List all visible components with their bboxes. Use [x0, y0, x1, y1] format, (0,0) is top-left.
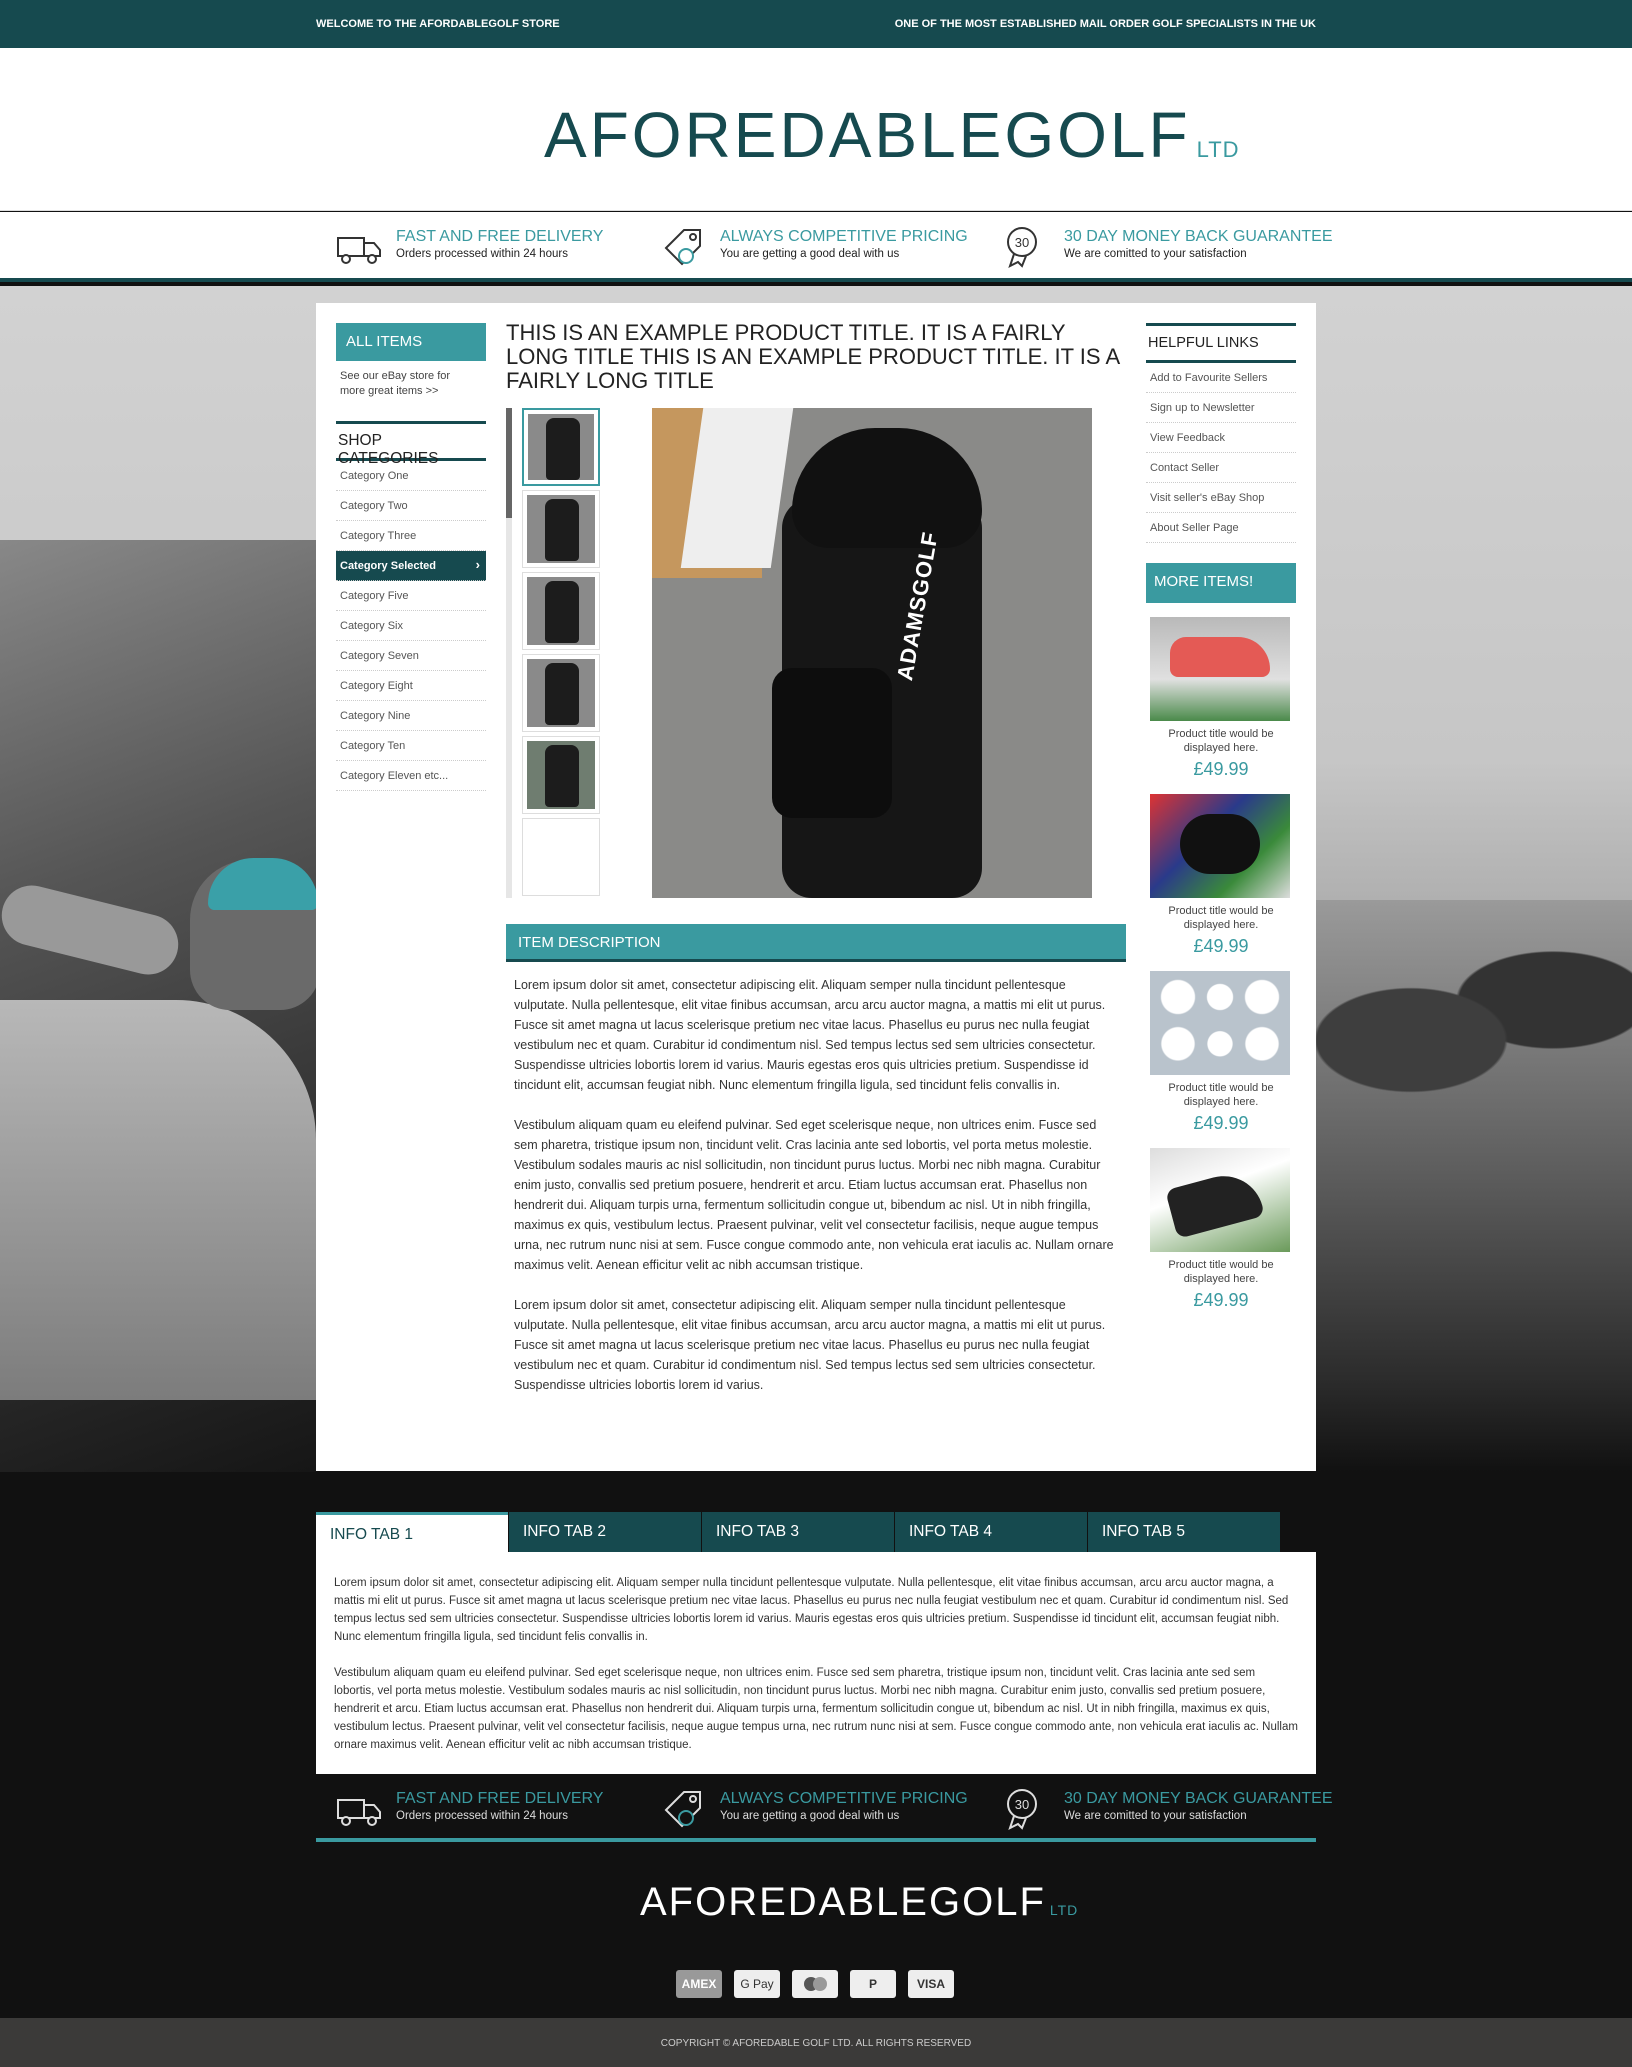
usp-guarantee	[1004, 226, 1333, 270]
tab-info-1[interactable]: INFO TAB 1	[316, 1512, 508, 1552]
guarantee-badge-icon	[1004, 1788, 1054, 1830]
bag-thumbnail-image	[546, 418, 580, 480]
bag-thumbnail-image	[545, 663, 579, 725]
all-items-link[interactable]: See our eBay store for more great items >>	[340, 370, 451, 397]
site-logo[interactable]	[544, 98, 1240, 178]
usp-text: Orders processed within 24 hours	[396, 1810, 568, 1822]
golf-bag-pocket-image	[772, 668, 892, 818]
product-thumbnail-image	[1150, 794, 1290, 898]
thumbnail-3[interactable]	[522, 572, 600, 650]
usp-pricing	[660, 1788, 968, 1832]
product-price: £49.99	[1193, 1113, 1249, 1133]
tab-info-5[interactable]: INFO TAB 5	[1088, 1512, 1280, 1552]
logo-sub-text: LTD	[1049, 1902, 1079, 1918]
delivery-truck-icon	[336, 226, 386, 268]
category-item[interactable]: Category Five	[336, 581, 486, 611]
category-item[interactable]: Category Seven	[336, 641, 486, 671]
guarantee-badge-icon	[1004, 226, 1054, 268]
more-item-card[interactable]	[1146, 794, 1296, 957]
helpful-links-title: HELPFUL LINKS	[1146, 323, 1296, 363]
top-bar	[0, 0, 1632, 48]
product-price: £49.99	[1193, 1290, 1249, 1310]
product-caption: Product title would be displayed here.	[1168, 728, 1274, 754]
helpful-link[interactable]: Sign up to Newsletter	[1146, 393, 1296, 423]
product-price: £49.99	[1193, 759, 1249, 779]
usp-title: FAST AND FREE DELIVERY	[396, 228, 604, 245]
trees-image	[1316, 920, 1632, 1120]
usp-title: 30 DAY MONEY BACK GUARANTEE	[1064, 228, 1333, 245]
google-pay-icon: G Pay	[734, 1970, 780, 1998]
more-item-card[interactable]	[1146, 617, 1296, 780]
tab-panel	[316, 1552, 1316, 1774]
category-item[interactable]: Category Ten	[336, 731, 486, 761]
scrollbar-thumb[interactable]	[506, 408, 512, 518]
guarantee-badge-number: 30	[1014, 1797, 1030, 1812]
usp-title: ALWAYS COMPETITIVE PRICING	[720, 228, 968, 245]
logo-main-text: AFOREDABLEGOLF	[640, 1880, 1046, 1924]
logo-main-text: AFOREDABLEGOLF	[544, 99, 1191, 171]
headcover-image	[1180, 814, 1260, 874]
category-selected-label: Category Selected	[340, 560, 436, 572]
product-caption: Product title would be displayed here.	[1168, 1082, 1274, 1108]
usp-delivery	[336, 1788, 604, 1832]
welcome-text: WELCOME TO THE AFORDABLEGOLF STORE	[316, 18, 560, 30]
amex-icon: AMEX	[676, 1970, 722, 1998]
more-items-title: MORE ITEMS!	[1146, 563, 1296, 603]
usp-text: Orders processed within 24 hours	[396, 248, 568, 260]
more-item-card[interactable]	[1146, 1148, 1296, 1311]
helpful-link[interactable]: Contact Seller	[1146, 453, 1296, 483]
product-thumbnail-image	[1150, 1148, 1290, 1252]
description-paragraph: Lorem ipsum dolor sit amet, consectetur adipiscing elit. Aliquam semper nulla tincidunt pellentesque vulputate. Nulla pellentesque, elit vitae finibus accumsan, arcu arcu auctor magna, a mattis mi elit ut purus. Fusce sit amet magna ut lacus scelerisque pretium nec vitae lacus. Phasellus eu purus nec nulla feugiat vestibulum nec et quam. Curabitur id condimentum nisl. Sed tempus lectus sed sem ultricies consectetur. Suspendisse ultricies lobortis lorem id varius.	[514, 1298, 1106, 1392]
description-paragraph: Lorem ipsum dolor sit amet, consectetur adipiscing elit. Aliquam semper nulla tincidunt pellentesque vulputate. Nulla pellentesque, elit vitae finibus accumsan, arcu arcu auctor magna, a mattis mi elit ut purus. Fusce sit amet magna ut lacus scelerisque pretium nec vitae lacus. Phasellus eu purus nec nulla feugiat vestibulum nec et quam. Curabitur id condimentum nisl. Sed tempus lectus sed sem ultricies consectetur. Suspendisse ultricies lobortis lorem id varius. Mauris egestas eros quis ultricies pretium. Suspendisse id tincidunt elit, accumsan feugiat nibh. Nunc elementum fringilla ligula, sed tincidunt felis convallis in.	[514, 978, 1106, 1092]
left-sidebar	[336, 323, 486, 791]
category-item[interactable]: Category Eleven etc...	[336, 761, 486, 791]
tab-info-4[interactable]: INFO TAB 4	[895, 1512, 1087, 1552]
main-content	[316, 303, 1316, 1471]
golf-bag-top-image	[792, 428, 982, 548]
logo-sub-text: LTD	[1196, 137, 1240, 162]
more-item-card[interactable]	[1146, 971, 1296, 1134]
price-tag-icon	[660, 226, 710, 268]
category-item[interactable]: Category Three	[336, 521, 486, 551]
usp-text: You are getting a good deal with us	[720, 248, 900, 260]
product-title: THIS IS AN EXAMPLE PRODUCT TITLE. IT IS A FAIRLY LONG TITLE THIS IS AN EXAMPLE PRODUCT TITLE. IT IS A FAIRLY LONG TITLE	[506, 320, 1119, 393]
golf-balls-image	[1150, 971, 1290, 1075]
item-description-heading: ITEM DESCRIPTION	[506, 924, 1126, 962]
thumbnail-1[interactable]	[522, 408, 600, 486]
usp-delivery	[336, 226, 604, 270]
category-list	[336, 461, 486, 791]
main-product-image[interactable]	[652, 408, 1092, 898]
tab-paragraph: Vestibulum aliquam quam eu eleifend pulvinar. Sed eget scelerisque neque, non ultrices enim. Fusce sed sem pharetra, tristique ipsum non, tincidunt velit. Cras lacinia ante sed sem lobortis, vel porta metus molestie. Vestibulum sodales mauris ac nisl sollicitudin, non tincidunt purus luctus. Morbi nec nibh magna. Curabitur enim justo, convallis sed pretium posuere, hendrerit et arcu. Etiam luctus accumsan erat. Phasellus non hendrerit dui. Aliquam turpis urna, fermentum sollicitudin congue ut, bibendum ac nisl. Ut in nibh fringilla, maximus ex quis, vestibulum lectus. Praesent pulvinar, velit vel consectetur facilisis, neque augue tempus urna, nec rutrum nunc nisi at sem. Fusce congue commodo ante, non vehicula erat iaculis ac. Nullam ornare maximus velit. Aenean efficitur velit ac nibh accumsan tristique.	[334, 1667, 1298, 1751]
shoe-image	[1170, 637, 1270, 677]
site-header	[0, 48, 1632, 211]
product-thumbnail-image	[1150, 617, 1290, 721]
usp-band	[0, 212, 1632, 282]
thumbnail-scrollbar[interactable]	[506, 408, 512, 898]
product-caption: Product title would be displayed here.	[1168, 1259, 1274, 1285]
paypal-icon: P	[850, 1970, 896, 1998]
bag-thumbnail-image	[545, 499, 579, 561]
shop-categories-title: SHOP CATEGORIES	[336, 421, 486, 461]
category-item[interactable]: Category Nine	[336, 701, 486, 731]
all-items-button[interactable]: ALL ITEMS	[336, 323, 486, 361]
guarantee-badge-number: 30	[1014, 235, 1030, 250]
helpful-link[interactable]: Visit seller's eBay Shop	[1146, 483, 1296, 513]
thumbnail-4[interactable]	[522, 654, 600, 732]
usp-text: You are getting a good deal with us	[720, 1810, 900, 1822]
usp-title: 30 DAY MONEY BACK GUARANTEE	[1064, 1790, 1333, 1807]
category-item[interactable]: Category Eight	[336, 671, 486, 701]
delivery-truck-icon	[336, 1788, 386, 1830]
copyright-bar: COPYRIGHT © AFOREDABLE GOLF LTD. ALL RIGHTS RESERVED	[0, 2018, 1632, 2067]
category-item[interactable]: Category One	[336, 461, 486, 491]
thumbnail-2[interactable]	[522, 490, 600, 568]
description-paragraph: Vestibulum aliquam quam eu eleifend pulvinar. Sed eget scelerisque neque, non ultrices enim. Fusce sed sem pharetra, tristique ipsum non, tincidunt velit. Cras lacinia ante sed lobortis, vel porta metus molestie. Vestibulum sodales mauris ac nisl sollicitudin, non tincidunt purus luctus. Morbi nec nibh magna. Curabitur enim justo, convallis sed pretium posuere, hendrerit et arcu. Etiam luctus accumsan erat. Phasellus non hendrerit dui. Aliquam turpis urna, fermentum sollicitudin congue ut, bibendum ac nisl. Ut in nibh fringilla, maximus ex quis, vestibulum lectus. Praesent pulvinar, velit vel consectetur facilisis, neque augue tempus urna, nec rutrum nunc nisi at sem. Fusce congue commodo ante, non vehicula erat iaculis ac. Nullam ornare maximus velit. Aenean efficitur velit ac nibh accumsan tristique.	[514, 1118, 1114, 1272]
tab-info-2[interactable]: INFO TAB 2	[509, 1512, 701, 1552]
bag-brand-text: ADAMSGOLF	[892, 529, 943, 683]
tab-paragraph: Lorem ipsum dolor sit amet, consectetur adipiscing elit. Aliquam semper nulla tincidunt pellentesque vulputate. Nulla pellentesque, elit vitae finibus accumsan, arcu arcu auctor magna, a mattis mi elit ut purus. Fusce sit amet magna ut lacus scelerisque pretium nec vitae lacus. Phasellus eu purus nec nulla feugiat vestibulum nec et quam. Curabitur id condimentum nisl. Sed tempus lectus sed sem ultricies consectetur. Suspendisse ultricies lobortis lorem id varius. Mauris egestas eros quis ultricies pretium. Suspendisse id tincidunt elit, accumsan feugiat nibh. Nunc elementum fringilla ligula, sed tincidunt felis convallis in.	[334, 1577, 1289, 1643]
thumbnail-6-empty[interactable]	[522, 818, 600, 896]
usp-text: We are comitted to your satisfaction	[1064, 1810, 1247, 1822]
thumbnail-5[interactable]	[522, 736, 600, 814]
usp-text: We are comitted to your satisfaction	[1064, 248, 1247, 260]
tab-info-3[interactable]: INFO TAB 3	[702, 1512, 894, 1552]
product-caption: Product title would be displayed here.	[1168, 905, 1274, 931]
chevron-right-icon: ›	[475, 557, 480, 572]
bag-thumbnail-image	[545, 745, 579, 807]
mastercard-icon	[792, 1970, 838, 1998]
category-item[interactable]: Category Six	[336, 611, 486, 641]
usp-guarantee	[1004, 1788, 1333, 1832]
category-item[interactable]: Category Two	[336, 491, 486, 521]
product-price: £49.99	[1193, 936, 1249, 956]
price-tag-icon	[660, 1788, 710, 1830]
footer-usp-band	[316, 1774, 1333, 1842]
bag-thumbnail-image	[545, 581, 579, 643]
item-description	[514, 975, 1114, 1415]
helpful-link[interactable]: About Seller Page	[1146, 513, 1296, 543]
tagline-text: ONE OF THE MOST ESTABLISHED MAIL ORDER GOLF SPECIALISTS IN THE UK	[894, 18, 1316, 30]
club-head-image	[1165, 1167, 1265, 1239]
right-sidebar	[1146, 323, 1296, 1311]
usp-title: ALWAYS COMPETITIVE PRICING	[720, 1790, 968, 1807]
footer-logo[interactable]	[640, 1880, 1079, 1925]
visa-icon: VISA	[908, 1970, 954, 1998]
helpful-link[interactable]: View Feedback	[1146, 423, 1296, 453]
golfer-body-shape	[0, 1000, 316, 1400]
helpful-link[interactable]: Add to Favourite Sellers	[1146, 363, 1296, 393]
info-tabs	[316, 1512, 1316, 1552]
usp-pricing	[660, 226, 968, 270]
category-item-selected[interactable]	[336, 551, 486, 581]
usp-title: FAST AND FREE DELIVERY	[396, 1790, 604, 1807]
thumbnail-gallery	[506, 408, 606, 898]
